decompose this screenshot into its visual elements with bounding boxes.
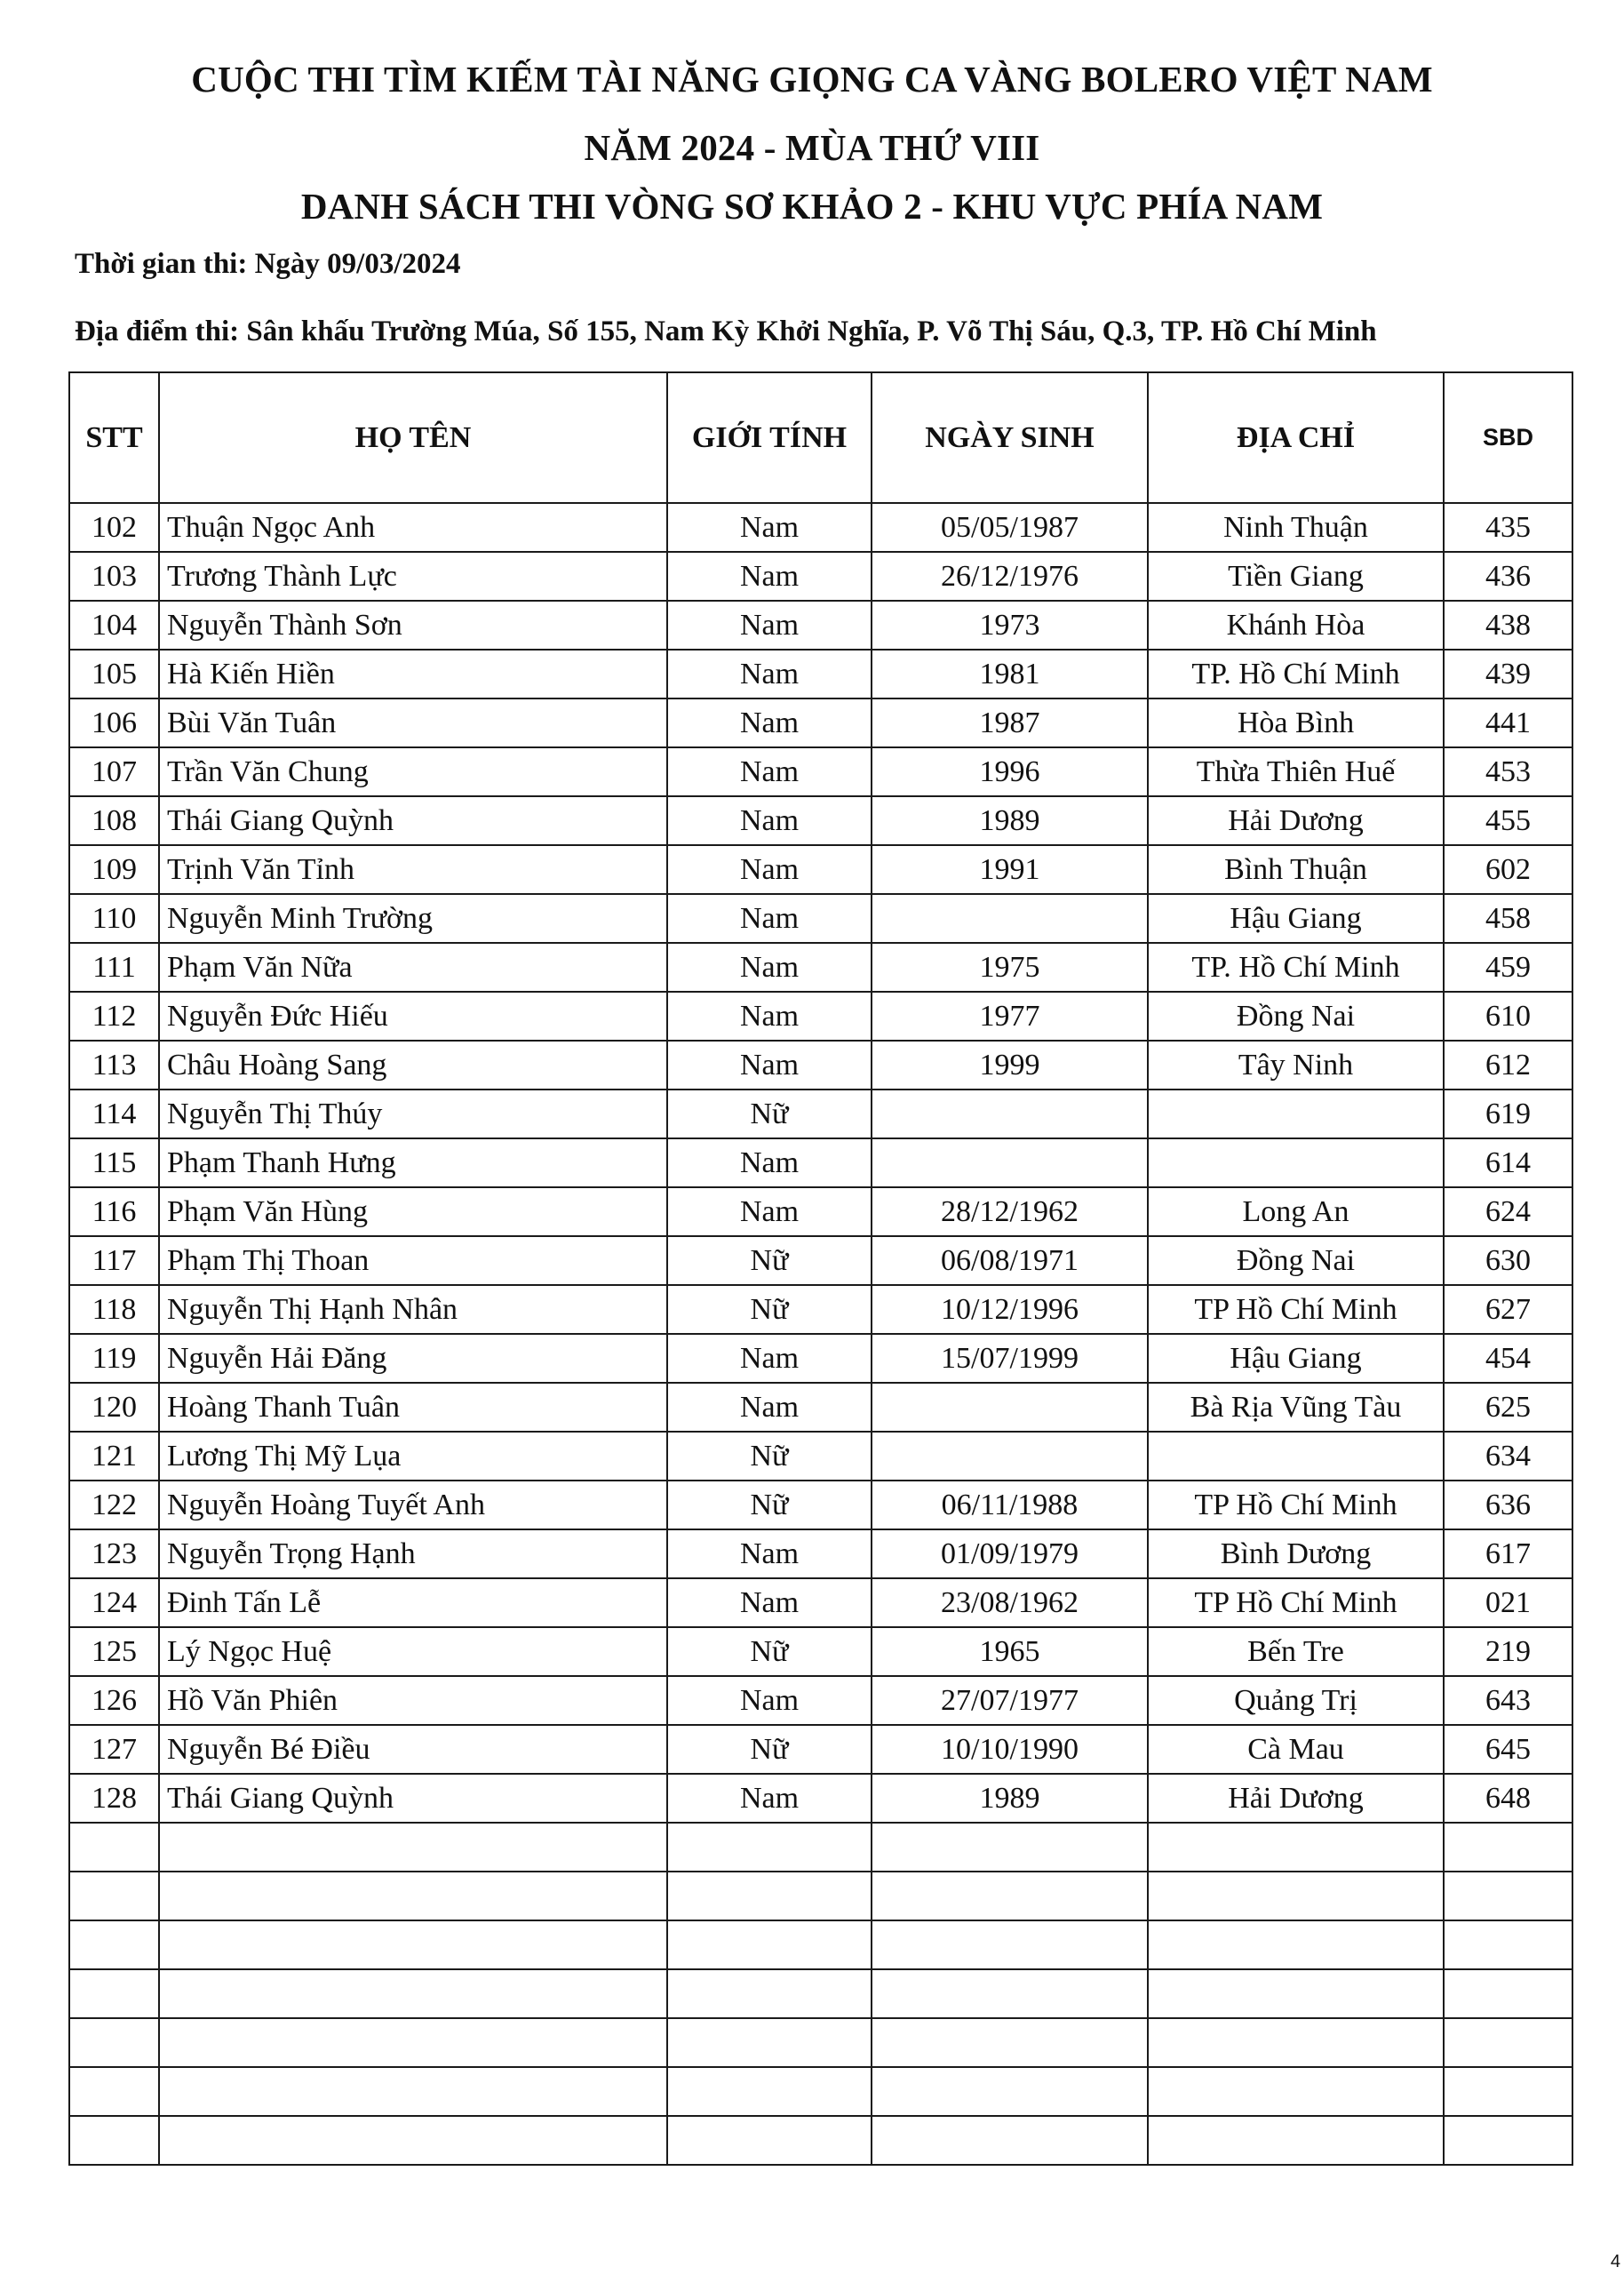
empty-cell [69,2067,159,2116]
table-body [69,503,1572,2165]
cell-address [1148,1090,1444,1138]
cell-name: Nguyễn Hải Đăng [159,1334,667,1383]
column-header-name: HỌ TÊN [159,372,667,503]
cell-sbd: 630 [1444,1236,1572,1285]
cell-gender: Nam [667,796,872,845]
cell-name: Phạm Văn Hùng [159,1187,667,1236]
cell-dob: 1973 [872,601,1148,650]
cell-sbd: 648 [1444,1774,1572,1823]
table-row [69,601,1572,650]
empty-table-row [69,1872,1572,1920]
cell-gender: Nam [667,1138,872,1187]
cell-dob: 06/08/1971 [872,1236,1148,1285]
cell-address: Đồng Nai [1148,992,1444,1041]
cell-name: Thuận Ngọc Anh [159,503,667,552]
cell-gender: Nam [667,894,872,943]
table-row [69,552,1572,601]
cell-address [1148,1432,1444,1481]
cell-dob: 1977 [872,992,1148,1041]
empty-cell [1148,1920,1444,1969]
cell-dob: 27/07/1977 [872,1676,1148,1725]
cell-name: Nguyễn Hoàng Tuyết Anh [159,1481,667,1529]
cell-sbd: 614 [1444,1138,1572,1187]
cell-stt: 109 [69,845,159,894]
exam-location: Địa điểm thi: Sân khấu Trường Múa, Số 155, Nam Kỳ Khởi Nghĩa, P. Võ Thị Sáu, Q.3, TP. Hồ Chí Minh [75,315,1377,347]
cell-gender: Nam [667,992,872,1041]
empty-cell [159,2018,667,2067]
table-row [69,943,1572,992]
empty-cell [667,1969,872,2018]
cell-stt: 110 [69,894,159,943]
cell-name: Lương Thị Mỹ Lụa [159,1432,667,1481]
cell-gender: Nữ [667,1627,872,1676]
empty-table-row [69,2116,1572,2165]
cell-dob: 1989 [872,1774,1148,1823]
empty-cell [69,2116,159,2165]
empty-cell [1148,1872,1444,1920]
table-row [69,992,1572,1041]
empty-cell [872,1872,1148,1920]
table-row [69,1334,1572,1383]
cell-sbd: 454 [1444,1334,1572,1383]
cell-stt: 112 [69,992,159,1041]
cell-sbd: 624 [1444,1187,1572,1236]
cell-dob: 1965 [872,1627,1148,1676]
cell-dob: 01/09/1979 [872,1529,1148,1578]
cell-sbd: 645 [1444,1725,1572,1774]
cell-stt: 115 [69,1138,159,1187]
cell-name: Bùi Văn Tuân [159,698,667,747]
cell-gender: Nữ [667,1481,872,1529]
cell-name: Trương Thành Lực [159,552,667,601]
cell-address: Bình Dương [1148,1529,1444,1578]
cell-stt: 121 [69,1432,159,1481]
empty-cell [872,1920,1148,1969]
empty-cell [1148,2067,1444,2116]
empty-cell [159,2116,667,2165]
cell-address: Hải Dương [1148,1774,1444,1823]
empty-table-row [69,1823,1572,1872]
cell-dob [872,1138,1148,1187]
table-row [69,650,1572,698]
cell-stt: 120 [69,1383,159,1432]
table-row [69,503,1572,552]
empty-cell [159,2067,667,2116]
cell-name: Phạm Thị Thoan [159,1236,667,1285]
cell-dob: 28/12/1962 [872,1187,1148,1236]
cell-dob [872,1432,1148,1481]
table-row [69,1285,1572,1334]
cell-stt: 108 [69,796,159,845]
cell-dob: 06/11/1988 [872,1481,1148,1529]
empty-cell [667,2116,872,2165]
cell-address: Bình Thuận [1148,845,1444,894]
table-row [69,1138,1572,1187]
cell-dob: 15/07/1999 [872,1334,1148,1383]
document-title: CUỘC THI TÌM KIẾM TÀI NĂNG GIỌNG CA VÀNG BOLERO VIỆT NAM [191,59,1433,100]
table-row [69,796,1572,845]
cell-name: Thái Giang Quỳnh [159,1774,667,1823]
cell-gender: Nam [667,1334,872,1383]
cell-sbd: 021 [1444,1578,1572,1627]
cell-name: Nguyễn Trọng Hạnh [159,1529,667,1578]
cell-gender: Nữ [667,1432,872,1481]
empty-cell [69,1823,159,1872]
document-subtitle-list: DANH SÁCH THI VÒNG SƠ KHẢO 2 - KHU VỰC PHÍA NAM [300,186,1324,227]
table-row [69,894,1572,943]
cell-gender: Nữ [667,1090,872,1138]
cell-sbd: 602 [1444,845,1572,894]
table-row [69,1774,1572,1823]
cell-address: Bà Rịa Vũng Tàu [1148,1383,1444,1432]
empty-table-row [69,2067,1572,2116]
cell-dob: 1987 [872,698,1148,747]
cell-address: Hòa Bình [1148,698,1444,747]
cell-stt: 103 [69,552,159,601]
table-row [69,698,1572,747]
cell-address: Đồng Nai [1148,1236,1444,1285]
cell-name: Trịnh Văn Tỉnh [159,845,667,894]
cell-sbd: 455 [1444,796,1572,845]
cell-sbd: 438 [1444,601,1572,650]
cell-gender: Nữ [667,1236,872,1285]
cell-gender: Nam [667,1041,872,1090]
cell-gender: Nữ [667,1725,872,1774]
cell-gender: Nam [667,1774,872,1823]
empty-cell [667,2067,872,2116]
empty-cell [667,1872,872,1920]
empty-cell [667,2018,872,2067]
empty-cell [1444,1920,1572,1969]
cell-dob: 1989 [872,796,1148,845]
column-header-sbd: SBD [1444,372,1572,503]
cell-address [1148,1138,1444,1187]
cell-dob: 26/12/1976 [872,552,1148,601]
cell-sbd: 459 [1444,943,1572,992]
cell-stt: 104 [69,601,159,650]
cell-name: Trần Văn Chung [159,747,667,796]
empty-cell [872,1969,1148,2018]
cell-address: TP. Hồ Chí Minh [1148,650,1444,698]
empty-cell [159,1969,667,2018]
empty-cell [159,1872,667,1920]
empty-cell [1444,2067,1572,2116]
cell-stt: 118 [69,1285,159,1334]
cell-gender: Nam [667,943,872,992]
empty-cell [1148,1823,1444,1872]
cell-address: Hậu Giang [1148,1334,1444,1383]
cell-stt: 127 [69,1725,159,1774]
document-subtitle-year: NĂM 2024 - MÙA THỨ VIII [584,127,1040,168]
cell-sbd: 610 [1444,992,1572,1041]
cell-sbd: 612 [1444,1041,1572,1090]
cell-stt: 114 [69,1090,159,1138]
table-row [69,747,1572,796]
empty-cell [872,1823,1148,1872]
empty-cell [159,1823,667,1872]
cell-dob: 05/05/1987 [872,503,1148,552]
cell-gender: Nam [667,650,872,698]
cell-stt: 117 [69,1236,159,1285]
cell-address: Bến Tre [1148,1627,1444,1676]
cell-address: TP Hồ Chí Minh [1148,1481,1444,1529]
table-row [69,1187,1572,1236]
cell-name: Nguyễn Bé Điều [159,1725,667,1774]
empty-table-row [69,1969,1572,2018]
empty-cell [1148,2116,1444,2165]
cell-stt: 123 [69,1529,159,1578]
table-row [69,1676,1572,1725]
cell-name: Đinh Tấn Lễ [159,1578,667,1627]
empty-cell [69,1969,159,2018]
cell-stt: 113 [69,1041,159,1090]
cell-name: Phạm Văn Nữa [159,943,667,992]
empty-cell [1148,2018,1444,2067]
cell-sbd: 441 [1444,698,1572,747]
empty-cell [872,2018,1148,2067]
cell-sbd: 219 [1444,1627,1572,1676]
cell-gender: Nam [667,1383,872,1432]
cell-stt: 122 [69,1481,159,1529]
cell-address: Long An [1148,1187,1444,1236]
cell-sbd: 634 [1444,1432,1572,1481]
cell-stt: 111 [69,943,159,992]
cell-gender: Nam [667,845,872,894]
cell-dob: 1996 [872,747,1148,796]
cell-stt: 128 [69,1774,159,1823]
cell-gender: Nam [667,1578,872,1627]
cell-sbd: 453 [1444,747,1572,796]
cell-dob: 10/10/1990 [872,1725,1148,1774]
cell-address: Hải Dương [1148,796,1444,845]
cell-dob: 1975 [872,943,1148,992]
cell-name: Phạm Thanh Hưng [159,1138,667,1187]
empty-cell [1444,1823,1572,1872]
cell-address: Quảng Trị [1148,1676,1444,1725]
cell-stt: 106 [69,698,159,747]
cell-stt: 116 [69,1187,159,1236]
table-row [69,1627,1572,1676]
empty-cell [1444,2116,1572,2165]
cell-address: TP Hồ Chí Minh [1148,1285,1444,1334]
cell-gender: Nam [667,698,872,747]
table-row [69,1529,1572,1578]
cell-name: Hà Kiến Hiền [159,650,667,698]
cell-stt: 125 [69,1627,159,1676]
cell-sbd: 619 [1444,1090,1572,1138]
cell-address: Tiền Giang [1148,552,1444,601]
cell-gender: Nam [667,1187,872,1236]
cell-gender: Nam [667,1529,872,1578]
empty-cell [69,1872,159,1920]
table-row [69,1041,1572,1090]
cell-sbd: 435 [1444,503,1572,552]
empty-table-row [69,1920,1572,1969]
cell-address: Thừa Thiên Huế [1148,747,1444,796]
cell-sbd: 627 [1444,1285,1572,1334]
page-number: 4 [1610,2252,1620,2271]
cell-name: Hồ Văn Phiên [159,1676,667,1725]
cell-name: Châu Hoàng Sang [159,1041,667,1090]
empty-cell [872,2067,1148,2116]
cell-stt: 126 [69,1676,159,1725]
cell-stt: 107 [69,747,159,796]
table-header-row [69,372,1572,503]
cell-name: Nguyễn Minh Trường [159,894,667,943]
cell-stt: 105 [69,650,159,698]
table-row [69,1578,1572,1627]
cell-sbd: 636 [1444,1481,1572,1529]
cell-stt: 102 [69,503,159,552]
table-row [69,1432,1572,1481]
cell-address: Cà Mau [1148,1725,1444,1774]
cell-gender: Nam [667,601,872,650]
empty-cell [159,1920,667,1969]
cell-address: Khánh Hòa [1148,601,1444,650]
cell-gender: Nam [667,503,872,552]
cell-dob: 23/08/1962 [872,1578,1148,1627]
table-row [69,1236,1572,1285]
exam-time: Thời gian thi: Ngày 09/03/2024 [75,248,461,280]
empty-cell [1444,2018,1572,2067]
cell-dob [872,894,1148,943]
cell-dob: 1981 [872,650,1148,698]
cell-dob: 10/12/1996 [872,1285,1148,1334]
cell-sbd: 643 [1444,1676,1572,1725]
table-row [69,1090,1572,1138]
cell-gender: Nam [667,1676,872,1725]
table-row [69,845,1572,894]
empty-cell [1444,1872,1572,1920]
cell-name: Nguyễn Đức Hiếu [159,992,667,1041]
empty-table-row [69,2018,1572,2067]
cell-stt: 124 [69,1578,159,1627]
cell-sbd: 439 [1444,650,1572,698]
cell-sbd: 458 [1444,894,1572,943]
empty-cell [872,2116,1148,2165]
column-header-gender: GIỚI TÍNH [667,372,872,503]
contestant-table [68,371,1573,2166]
cell-name: Lý Ngọc Huệ [159,1627,667,1676]
cell-address: TP. Hồ Chí Minh [1148,943,1444,992]
cell-address: Ninh Thuận [1148,503,1444,552]
cell-address: Tây Ninh [1148,1041,1444,1090]
cell-sbd: 617 [1444,1529,1572,1578]
empty-cell [1444,1969,1572,2018]
empty-cell [69,1920,159,1969]
empty-cell [69,2018,159,2067]
column-header-dob: NGÀY SINH [872,372,1148,503]
cell-dob: 1999 [872,1041,1148,1090]
table-row [69,1725,1572,1774]
column-header-address: ĐỊA CHỈ [1148,372,1444,503]
cell-sbd: 625 [1444,1383,1572,1432]
cell-name: Hoàng Thanh Tuân [159,1383,667,1432]
table-row [69,1481,1572,1529]
empty-cell [667,1920,872,1969]
cell-gender: Nữ [667,1285,872,1334]
cell-sbd: 436 [1444,552,1572,601]
table-row [69,1383,1572,1432]
cell-dob: 1991 [872,845,1148,894]
cell-address: TP Hồ Chí Minh [1148,1578,1444,1627]
cell-gender: Nam [667,552,872,601]
cell-name: Nguyễn Thị Hạnh Nhân [159,1285,667,1334]
column-header-stt: STT [69,372,159,503]
cell-dob [872,1090,1148,1138]
empty-cell [667,1823,872,1872]
cell-gender: Nam [667,747,872,796]
cell-name: Nguyễn Thị Thúy [159,1090,667,1138]
cell-address: Hậu Giang [1148,894,1444,943]
cell-dob [872,1383,1148,1432]
empty-cell [1148,1969,1444,2018]
cell-name: Thái Giang Quỳnh [159,796,667,845]
cell-stt: 119 [69,1334,159,1383]
cell-name: Nguyễn Thành Sơn [159,601,667,650]
